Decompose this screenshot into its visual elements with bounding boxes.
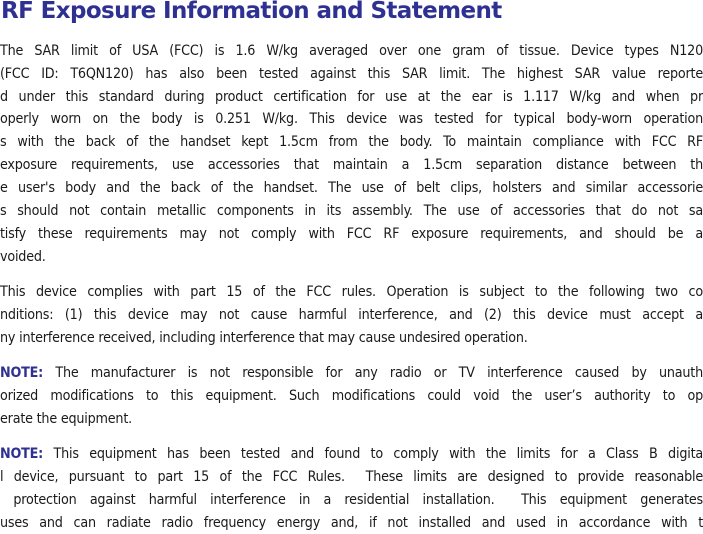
page-title: RF Exposure Information and Statement (1, 0, 502, 24)
text-line: erate the equipment. (0, 411, 132, 427)
text-line: This device complies with part 15 of the FCC rules. Operation is subject to the following two co (0, 284, 703, 300)
note-label: NOTE: (0, 365, 44, 381)
text-line: tisfy these requirements may not comply with FCC RF exposure requirements, and should be a (0, 226, 703, 242)
text-line: protection against harmful interference in a residential installation. This equipment generates (0, 492, 703, 508)
text-span: The manufacturer is not responsible for any radio or TV interference caused by unauth (43, 365, 703, 381)
text-line: s should not contain metallic components in its assembly. The use of accessories that do not sa (0, 203, 703, 219)
text-line: l device, pursuant to part 15 of the FCC Rules. These limits are designed to provide reasonable (0, 469, 703, 485)
text-line (0, 362, 703, 384)
text-line: s with the back of the handset kept 1.5cm from the body. To maintain compliance with FCC RF (0, 134, 703, 150)
text-line: nditions: (1) this device may not cause harmful interference, and (2) this device must accept a (0, 307, 703, 323)
text-line (0, 443, 703, 465)
text-line: exposure requirements, use accessories that maintain a 1.5cm separation distance between th (0, 157, 703, 173)
text-line: ny interference received, including interference that may cause undesired operation. (0, 330, 528, 346)
text-line: uses and can radiate radio frequency energy and, if not installed and used in accordance with t (0, 515, 703, 531)
text-line: orized modifications to this equipment. Such modifications could void the user’s authority to op (0, 388, 703, 404)
text-line: d under this standard during product certification for use at the ear is 1.117 W/kg and when pr (0, 89, 703, 105)
text-line: The SAR limit of USA (FCC) is 1.6 W/kg averaged over one gram of tissue. Device types N120 (0, 43, 703, 59)
text-span: This equipment has been tested and found to comply with the limits for a Class B digita (43, 446, 703, 462)
text-line: e user's body and the back of the handset. The use of belt clips, holsters and similar accessorie (0, 180, 703, 196)
text-line: operly worn on the body is 0.251 W/kg. This device was tested for typical body-worn operation (0, 111, 703, 127)
text-line: (FCC ID: T6QN120) has also been tested against this SAR limit. The highest SAR value reporte (0, 66, 703, 82)
note-label: NOTE: (0, 446, 44, 462)
text-line: voided. (0, 249, 46, 265)
